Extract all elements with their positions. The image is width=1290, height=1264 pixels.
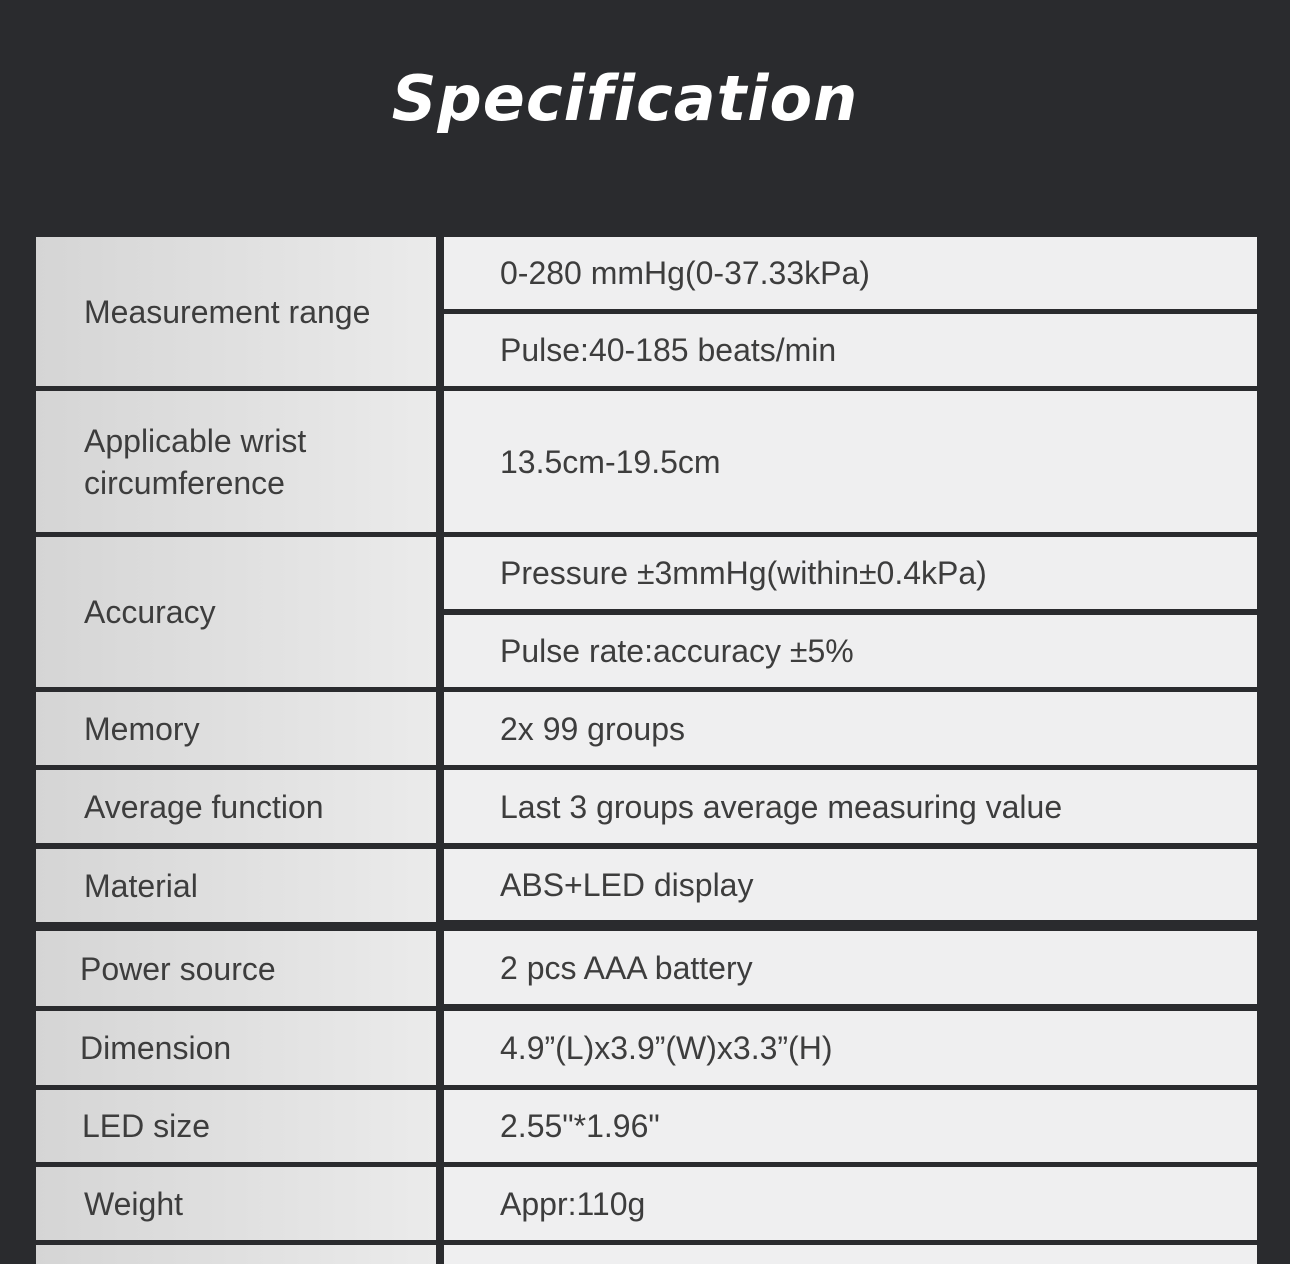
spec-value-average-function: Last 3 groups average measuring value: [444, 770, 1257, 843]
spec-label-measurement-range: Measurement range: [36, 237, 436, 386]
spec-value-dimension: 4.9”(L)x3.9”(W)x3.3”(H): [444, 1011, 1257, 1085]
spec-value-pressure-accuracy: Pressure ±3mmHg(within±0.4kPa): [444, 537, 1257, 609]
spec-value-pulse-range: Pulse:40-185 beats/min: [444, 314, 1257, 386]
spec-value-weight: Appr:110g: [444, 1167, 1257, 1240]
spec-value-material: ABS+LED display: [444, 849, 1257, 920]
spec-row-partial-label: [36, 1245, 436, 1264]
spec-value-pulse-accuracy: Pulse rate:accuracy ±5%: [444, 615, 1257, 687]
spec-value-pressure-range: 0-280 mmHg(0-37.33kPa): [444, 237, 1257, 309]
spec-label-led-size: LED size: [36, 1090, 436, 1162]
spec-value-memory: 2x 99 groups: [444, 692, 1257, 765]
spec-label-wrist-circumference: Applicable wrist circumference: [36, 391, 436, 532]
spec-label-weight: Weight: [36, 1167, 436, 1240]
spec-row-partial-value: [444, 1245, 1257, 1264]
spec-label-power-source: Power source: [36, 931, 436, 1006]
spec-label-accuracy: Accuracy: [36, 537, 436, 687]
page-title: Specification: [391, 62, 859, 135]
spec-value-power-source: 2 pcs AAA battery: [444, 931, 1257, 1004]
spec-value-wrist-circumference: 13.5cm-19.5cm: [444, 391, 1257, 532]
spec-label-material: Material: [36, 849, 436, 922]
spec-label-average-function: Average function: [36, 770, 436, 843]
spec-label-memory: Memory: [36, 692, 436, 765]
spec-label-dimension: Dimension: [36, 1011, 436, 1085]
spec-value-led-size: 2.55"*1.96": [444, 1090, 1257, 1162]
